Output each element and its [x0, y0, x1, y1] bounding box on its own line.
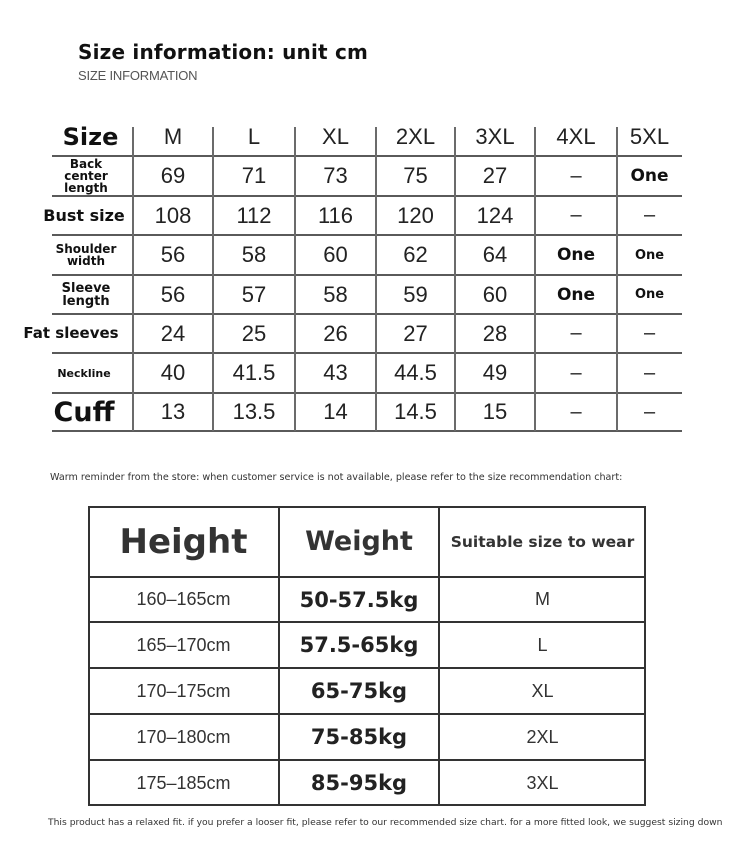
- reminder-text: Warm reminder from the store: when customer service is not available, please refer to the size recommendation chart:: [50, 472, 623, 483]
- rec-height-cell: 170–180cm: [136, 726, 231, 747]
- rec-height-cell: 165–170cm: [136, 634, 231, 655]
- rec-height-cell: 175–185cm: [136, 772, 231, 793]
- size-value-cell: 24: [160, 320, 186, 346]
- size-value-cell: 120: [397, 202, 434, 228]
- size-column-header: 3XL: [475, 123, 515, 149]
- rec-weight-cell: 75-85kg: [310, 725, 408, 749]
- size-value-cell: 112: [236, 202, 272, 228]
- size-row-label: Back center length: [64, 157, 108, 195]
- size-value-cell: 13.5: [232, 399, 276, 424]
- size-value-cell: One: [634, 287, 665, 302]
- size-value-cell: 62: [403, 242, 428, 267]
- size-value-cell: 56: [160, 242, 186, 267]
- rec-column-header: Suitable size to wear: [450, 532, 635, 551]
- rec-height-cell: 170–175cm: [136, 680, 231, 701]
- size-column-header: XL: [322, 123, 349, 149]
- size-value-cell: One: [556, 245, 596, 265]
- size-row-label: Bust size: [43, 205, 125, 225]
- rec-size-cell: M: [535, 589, 550, 609]
- size-value-cell: 28: [482, 320, 508, 346]
- size-value-cell: 41.5: [232, 360, 276, 385]
- size-value-cell: 73: [323, 163, 348, 188]
- size-value-cell: –: [570, 361, 582, 384]
- rec-weight-cell: 85-95kg: [310, 771, 408, 795]
- size-value-cell: 57: [241, 281, 267, 307]
- rec-size-cell: L: [537, 634, 548, 655]
- size-value-cell: 60: [323, 242, 348, 267]
- size-value-cell: –: [570, 204, 582, 226]
- page-subtitle: SIZE INFORMATION: [78, 68, 198, 83]
- size-value-cell: 116: [317, 202, 354, 228]
- size-value-cell: –: [570, 322, 582, 344]
- size-value-cell: 15: [482, 399, 508, 424]
- size-value-cell: 26: [323, 320, 348, 346]
- size-value-cell: 13: [160, 399, 186, 424]
- page-title: Size information: unit cm: [78, 40, 369, 64]
- size-value-cell: –: [643, 204, 656, 226]
- size-value-cell: –: [643, 400, 656, 423]
- size-value-cell: 14.5: [394, 399, 437, 424]
- size-corner-label: Size: [62, 122, 119, 151]
- size-value-cell: 27: [403, 320, 428, 346]
- rec-height-cell: 160–165cm: [136, 589, 231, 609]
- size-row-label: Neckline: [57, 366, 111, 380]
- size-value-cell: 71: [241, 163, 267, 188]
- size-value-cell: 49: [482, 360, 508, 385]
- size-column-header: 2XL: [395, 123, 436, 149]
- size-row-label: Cuff: [53, 396, 115, 428]
- size-value-cell: 58: [241, 242, 267, 267]
- size-value-cell: 69: [160, 163, 186, 188]
- size-value-cell: 40: [160, 360, 186, 385]
- size-value-cell: 124: [476, 202, 514, 228]
- size-value-cell: One: [634, 247, 665, 263]
- size-value-cell: 108: [154, 202, 192, 228]
- rec-column-header: Weight: [305, 526, 413, 557]
- rec-size-cell: 3XL: [526, 772, 559, 793]
- rec-weight-cell: 50-57.5kg: [299, 587, 419, 612]
- size-column-header: M: [163, 123, 183, 149]
- size-value-cell: 59: [403, 281, 428, 307]
- rec-weight-cell: 65-75kg: [310, 679, 408, 703]
- size-value-cell: One: [630, 166, 669, 186]
- rec-weight-cell: 57.5-65kg: [299, 633, 419, 657]
- size-row-label: Shoulder width: [55, 242, 117, 268]
- size-value-cell: 44.5: [394, 360, 437, 385]
- size-column-header: 5XL: [629, 123, 670, 149]
- size-value-cell: 58: [323, 281, 348, 307]
- rec-column-header: Height: [119, 521, 248, 562]
- rec-size-cell: 2XL: [526, 726, 559, 747]
- size-value-cell: 27: [482, 163, 508, 188]
- size-value-cell: 60: [482, 281, 508, 307]
- size-column-header: 4XL: [556, 123, 596, 149]
- size-value-cell: 43: [323, 360, 348, 385]
- size-column-header: L: [247, 123, 261, 149]
- size-value-cell: –: [643, 322, 656, 344]
- size-value-cell: 64: [482, 242, 508, 267]
- size-value-cell: 56: [160, 281, 186, 307]
- size-row-label: Sleeve length: [61, 280, 111, 309]
- size-value-cell: One: [556, 284, 596, 305]
- size-value-cell: –: [570, 164, 582, 187]
- size-row-label: Fat sleeves: [23, 324, 119, 342]
- size-value-cell: 14: [323, 399, 348, 424]
- rec-size-cell: XL: [531, 680, 554, 701]
- size-value-cell: 75: [403, 163, 428, 188]
- size-value-cell: 25: [241, 320, 267, 346]
- size-value-cell: –: [570, 400, 582, 423]
- size-value-cell: –: [643, 361, 656, 384]
- footer-note: This product has a relaxed fit. if you prefer a looser fit, please refer to our recommended size chart. for a more fitted look, we suggest sizing down: [48, 817, 723, 828]
